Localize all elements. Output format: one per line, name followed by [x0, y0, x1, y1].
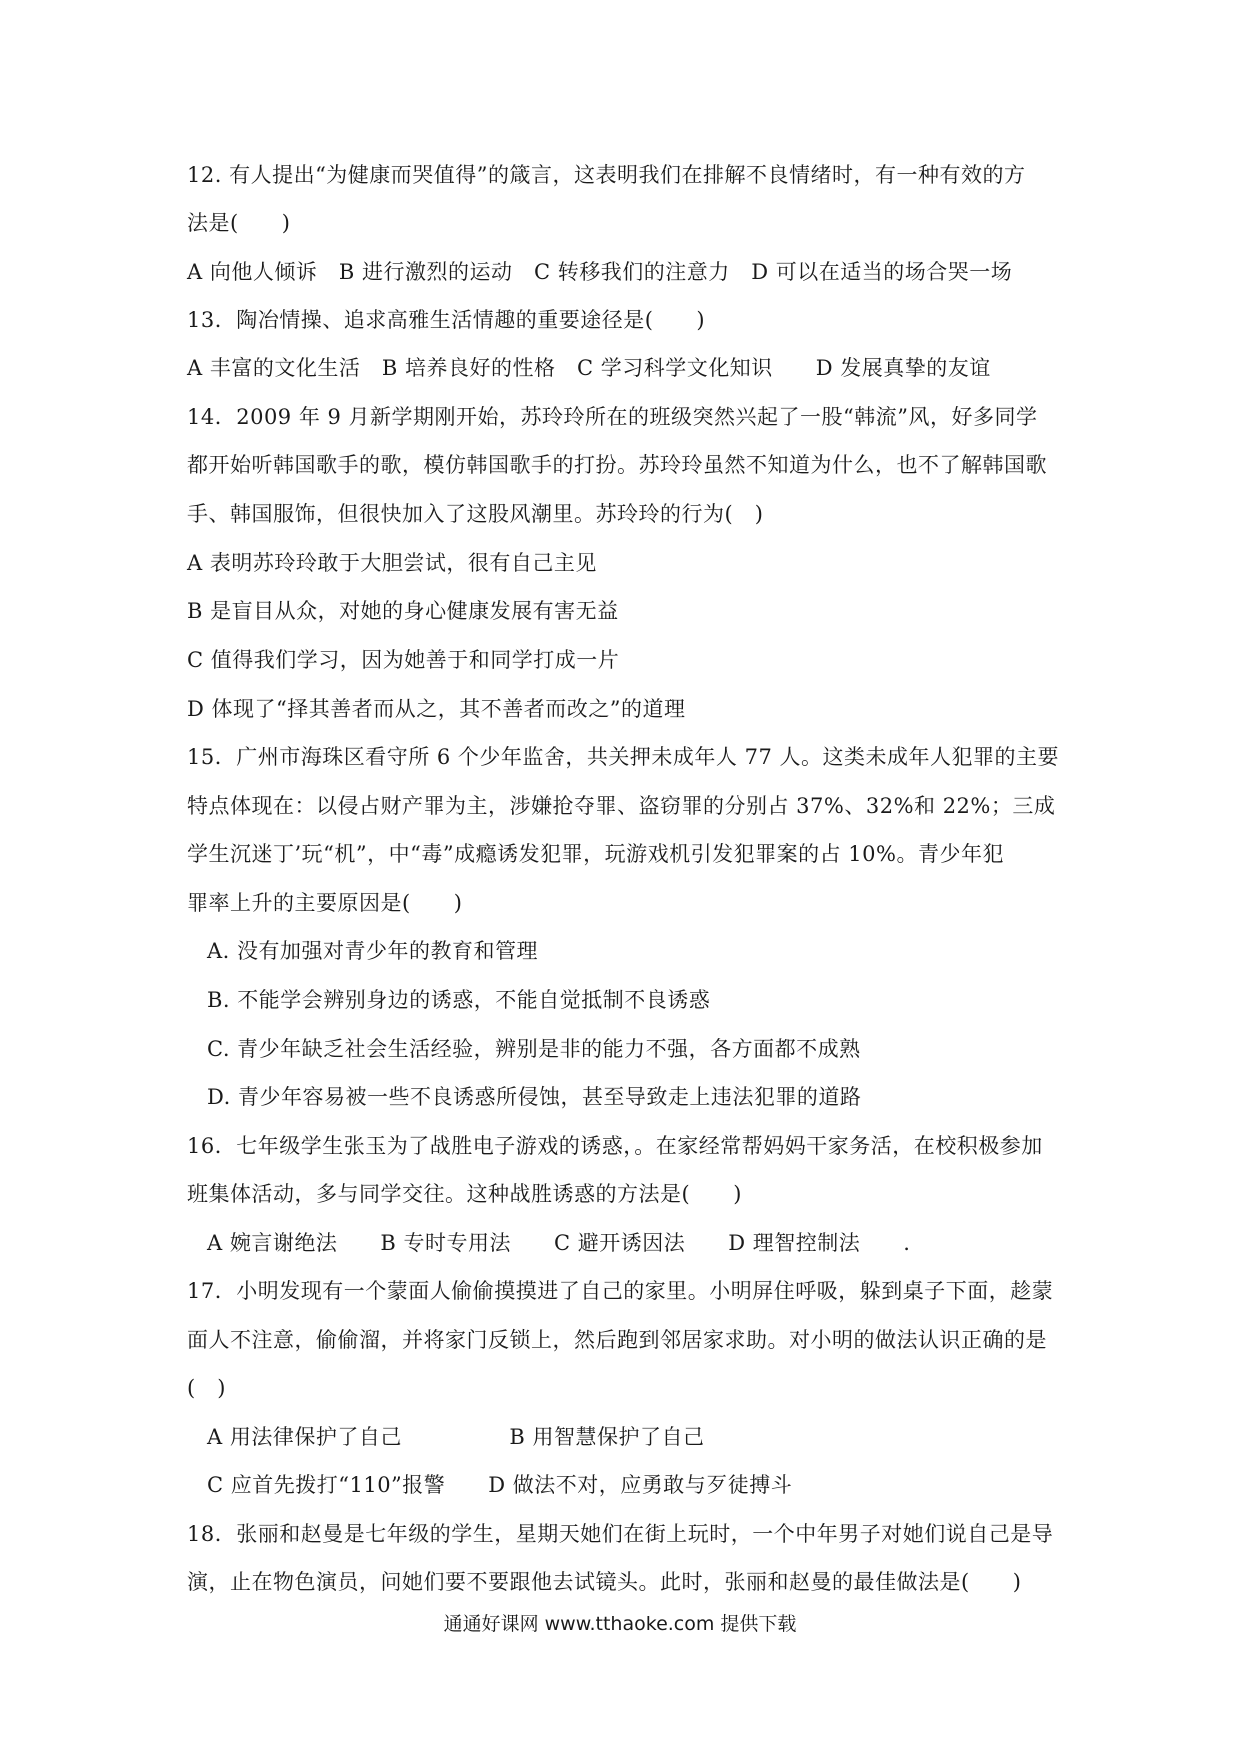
q16-stem-line1: 16．七年级学生张玉为了战胜电子游戏的诱惑，。在家经常帮妈妈干家务活，在校积极参加 [187, 1134, 1043, 1158]
q15-option-d: D. 青少年容易被一些不良诱惑所侵蚀，甚至导致走上违法犯罪的道路 [207, 1085, 862, 1109]
q14-option-c: C 值得我们学习，因为她善于和同学打成一片 [187, 648, 620, 672]
q13-options: A 丰富的文化生活 B 培养良好的性格 C 学习科学文化知识 D 发展真挚的友谊 [187, 356, 991, 380]
q16-stem-line2: 班集体活动，多与同学交往。这种战胜诱惑的方法是( ) [187, 1182, 742, 1206]
q18-stem-line2: 演，止在物色演员，问她们要不要跟他去试镜头。此时，张丽和赵曼的最佳做法是( ) [187, 1570, 1022, 1594]
q15-option-c: C. 青少年缺乏社会生活经验，辨别是非的能力不强，各方面都不成熟 [207, 1037, 861, 1061]
q12-options: A 向他人倾诉 B 进行激烈的运动 C 转移我们的注意力 D 可以在适当的场合哭一场 [187, 260, 1013, 284]
q12-stem-line1: 12. 有人提出“为健康而哭值得”的箴言，这表明我们在排解不良情绪时，有一种有效的方 [187, 163, 1026, 187]
q16-options: A 婉言谢绝法 B 专时专用法 C 避开诱因法 D 理智控制法 . [207, 1231, 911, 1255]
q14-option-d: D 体现了“择其善者而从之，其不善者而改之”的道理 [187, 697, 686, 721]
page-footer: 通通好课网 www.tthaoke.com 提供下载 [443, 1613, 797, 1635]
q13-stem-line1: 13．陶冶情操、追求高雅生活情趣的重要途径是( ) [187, 308, 706, 332]
q15-stem-line2: 特点体现在：以侵占财产罪为主，涉嫌抢夺罪、盗窃罪的分别占 37%、32%和 22%；三成 [187, 794, 1056, 818]
q14-option-b: B 是盲目从众，对她的身心健康发展有害无益 [187, 599, 619, 623]
q17-options-row1: A 用法律保护了自己 B 用智慧保护了自己 [207, 1425, 705, 1449]
q15-stem-line3: 学生沉迷丁’玩“机”，中“毒”成瘾诱发犯罪，玩游戏机引发犯罪案的占 10%。青少年犯 [187, 842, 1004, 866]
q14-stem-line1: 14．2009 年 9 月新学期刚开始，苏玲玲所在的班级突然兴起了一股“韩流”风，好多同学 [187, 405, 1038, 429]
q17-stem-line2: 面人不注意，偷偷溜，并将家门反锁上，然后跑到邻居家求助。对小明的做法认识正确的是 [187, 1328, 1047, 1352]
q17-options-row2: C 应首先拨打“110”报警 D 做法不对，应勇敢与歹徒搏斗 [207, 1473, 793, 1497]
q15-option-a: A. 没有加强对青少年的教育和管理 [207, 939, 539, 963]
q14-option-a: A 表明苏玲玲敢于大胆尝试，很有自己主见 [187, 551, 597, 575]
q14-stem-line2: 都开始听韩国歌手的歌，模仿韩国歌手的打扮。苏玲玲虽然不知道为什么，也不了解韩国歌 [187, 453, 1047, 477]
q12-stem-line2: 法是( ) [187, 211, 291, 235]
q15-stem-line1: 15．广州市海珠区看守所 6 个少年监舍，共关押未成年人 77 人。这类未成年人犯罪的主要 [187, 745, 1060, 769]
q18-stem-line1: 18．张丽和赵曼是七年级的学生，星期天她们在街上玩时，一个中年男子对她们说自己是导 [187, 1522, 1054, 1546]
q14-stem-line3: 手、韩国服饰，但很快加入了这股风潮里。苏玲玲的行为( ) [187, 502, 764, 526]
q17-stem-line3: ( ) [187, 1376, 226, 1400]
q15-stem-line4: 罪率上升的主要原因是( ) [187, 891, 463, 915]
q17-stem-line1: 17．小明发现有一个蒙面人偷偷摸摸进了自己的家里。小明屏住呼吸，躲到桌子下面，趁蒙 [187, 1279, 1054, 1303]
q15-option-b: B. 不能学会辨别身边的诱惑，不能自觉抵制不良诱惑 [207, 988, 711, 1012]
